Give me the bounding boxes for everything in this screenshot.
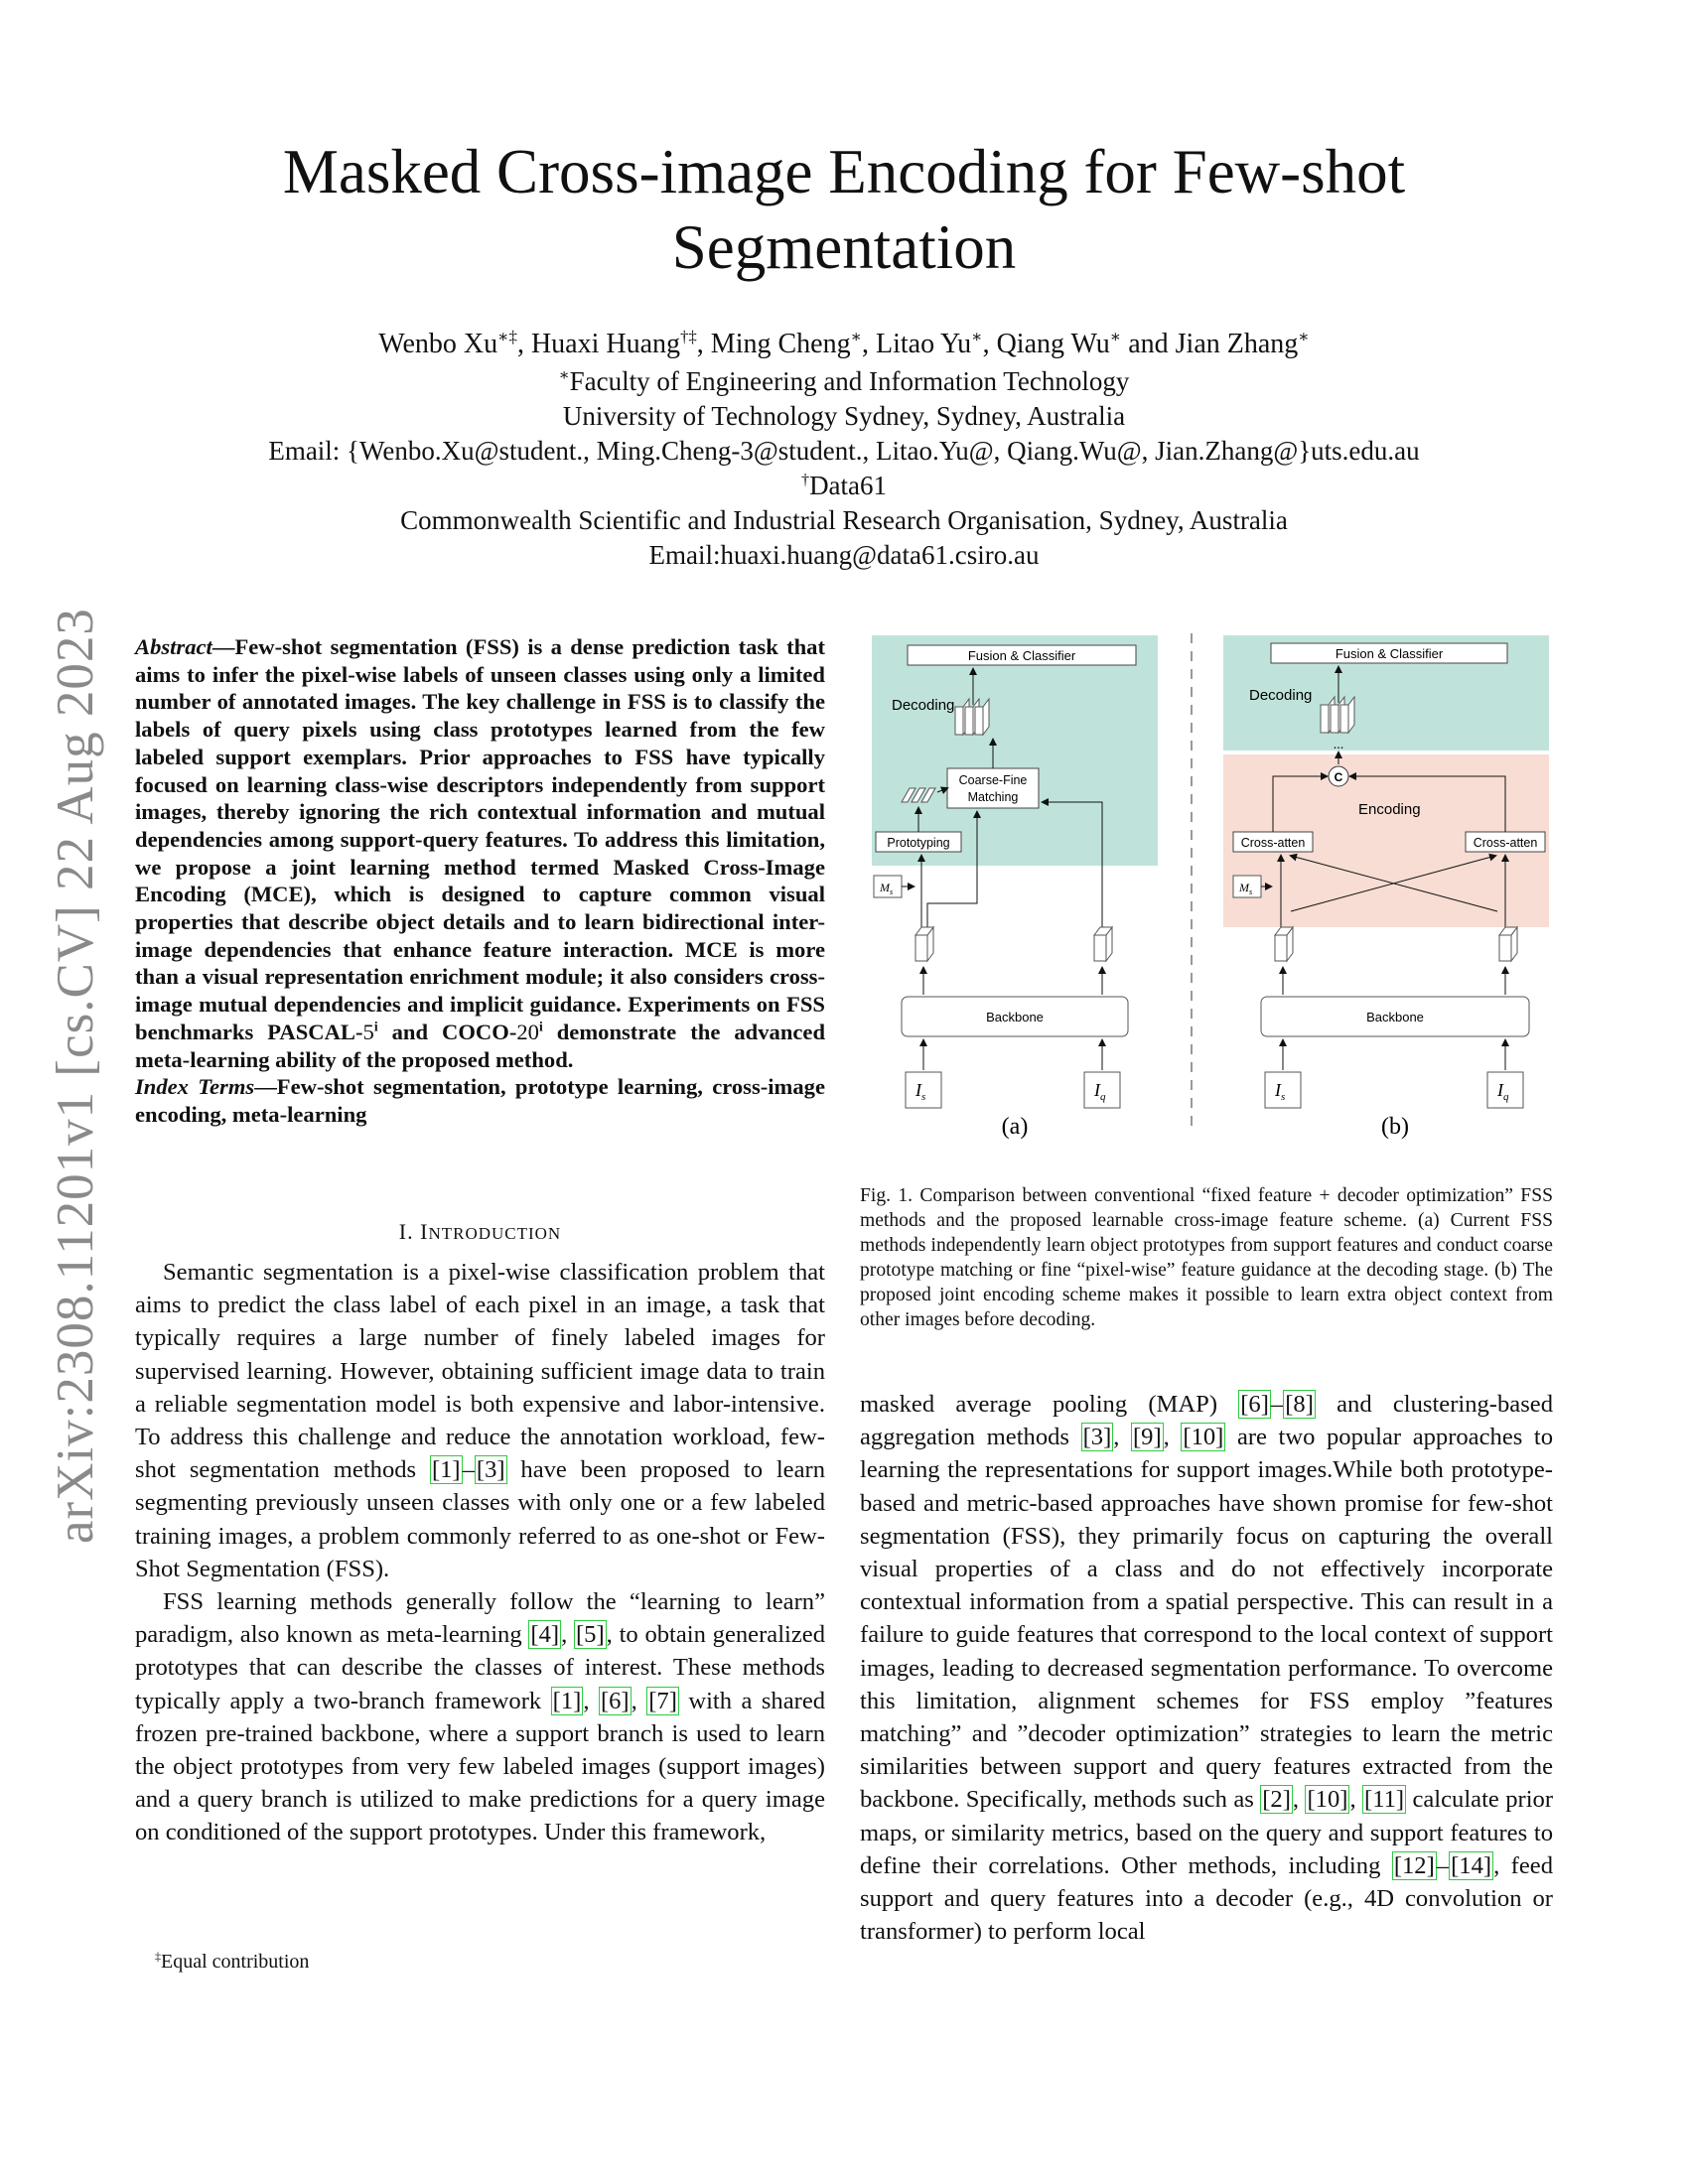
citation-link[interactable]: [11] <box>1364 1786 1405 1814</box>
author-name: Jian Zhang <box>1175 329 1299 359</box>
decoding-label-b: Decoding <box>1249 687 1313 704</box>
query-feature-icon-a <box>1094 927 1112 961</box>
backbone-label-b: Backbone <box>1366 1010 1424 1024</box>
citation-link[interactable]: [3] <box>476 1456 505 1484</box>
author-name: Wenbo Xu <box>378 329 498 359</box>
section-heading: I. INTRODUCTION <box>398 1219 562 1244</box>
mask-ms-label: $M_s$ <box>880 881 894 896</box>
affiliation-line: Commonwealth Scientific and Industrial Research Organisation, Sydney, Australia <box>400 505 1288 535</box>
fusion-classifier-label-b: Fusion & Classifier <box>1335 646 1444 661</box>
decoding-label-a: Decoding <box>892 697 955 714</box>
citation-link[interactable]: [12] <box>1393 1851 1435 1879</box>
coarse-fine-label: Coarse-Fine <box>958 773 1028 787</box>
citation-link[interactable]: [5] <box>575 1621 605 1649</box>
citation-link[interactable]: [6] <box>600 1687 630 1714</box>
figure-1 <box>864 625 1559 1142</box>
paragraph: Semantic segmentation is a pixel-wise classification problem that aims to predict the class label of each pixel in an image, a task that typically requires a large number of finely labeled images for supervised learning. However, obtaining sufficient image data to train a reliable segmentation model is both expensive and labor-intensive. To address this challenge and reduce the annotation workload, few-shot segmentation methods [1]–[3] have been proposed to learn segmenting previously unseen classes with only one or a few labeled training images, a problem commonly referred to as one-shot or Few-Shot Segmentation (FSS). <box>135 1259 825 1582</box>
paragraph: FSS learning methods generally follow the “learning to learn” paradigm, also known as meta-learning [4], [5], to obtain generalized prototypes that can describe the classes of interest. These methods typically apply a two-branch framework [1], [6], [7] with a shared frozen pre-trained backbone, where a support branch is used to learn the object prototypes from very few labeled images (support images) and a query branch is utilized to make predictions for a query image on conditioned of the support prototypes. Under this framework, <box>135 1588 826 1846</box>
citation-link[interactable]: [10] <box>1183 1424 1224 1451</box>
support-image-label-b: $I_s$ <box>1275 1080 1286 1103</box>
figure-caption: Fig. 1. Comparison between conventional “fixed feature + decoder optimization” FSS methods and the proposed learnable cross-image feature scheme. (a) Current FSS methods independently learn object prototypes from support features and conduct coarse prototype matching or fine “pixel-wise” feature guidance at the decoding stage. (b) The proposed joint encoding scheme makes it possible to learn extra object context from other images before decoding. <box>860 1185 1553 1330</box>
query-feature-icon-b <box>1499 927 1517 961</box>
affiliation-line: University of Technology Sydney, Sydney, Australia <box>562 401 1126 431</box>
title-line-2: Segmentation <box>671 212 1017 282</box>
ellipsis: ... <box>1333 738 1344 752</box>
author-name: Ming Cheng <box>710 329 851 359</box>
svg-text:Matching: Matching <box>967 790 1019 804</box>
citation-link[interactable]: [7] <box>648 1687 677 1714</box>
title-line-1: Masked Cross-image Encoding for Few-shot <box>282 137 1406 206</box>
paragraph: masked average pooling (MAP) [6]–[8] and clustering-based aggregation methods [3], [9], [10] are two popular approaches to learning the representations for support images.While both prototype-based and metric-based approaches have shown promise for few-shot segmentation (FSS), they primarily focus on capturing the overall visual properties of a class and do not effectively incorporate contextual information from a spatial perspective. This can result in a failure to guide features that correspond to the local context of support images, leading to decreased segmentation performance. To overcome this limitation, alignment schemes for FSS employ ”features matching” and ”decoder optimization” strategies to learn the metric similarities between support and query features extracted from the backbone. Specifically, methods such as [2], [10], [11] calculate prior maps, or similarity metrics, based on the query and support features to define their correlations. Other methods, including [12]–[14], feed support and query features into a decoder (e.g., 4D convolution or transformer) to perform local <box>860 1391 1554 1946</box>
right-column-text <box>860 1388 1553 1948</box>
affiliation-line: ∗Faculty of Engineering and Information Technology <box>558 366 1130 396</box>
encoding-label: Encoding <box>1358 801 1421 818</box>
cross-atten-label-left: Cross-atten <box>1240 836 1306 850</box>
support-image-label-a: $I_s$ <box>915 1080 926 1103</box>
cross-atten-label-right: Cross-atten <box>1473 836 1538 850</box>
support-feature-icon-b <box>1275 927 1293 961</box>
panel-label-b: (b) <box>1381 1114 1409 1140</box>
svg-text:C: C <box>1334 770 1343 784</box>
backbone-label-a: Backbone <box>986 1010 1044 1024</box>
panel-label-a: (a) <box>1001 1114 1029 1140</box>
citation-link[interactable]: [1] <box>431 1456 461 1484</box>
affiliation-email: Email:huaxi.huang@data61.csiro.au <box>648 540 1040 570</box>
author-list: Wenbo Xu∗‡, Huaxi Huang†‡, Ming Cheng∗, Litao Yu∗, Qiang Wu∗ and Jian Zhang∗ <box>378 327 1310 359</box>
affiliation-email: Email: {Wenbo.Xu@student., Ming.Cheng-3@student., Litao.Yu@, Qiang.Wu@, Jian.Zhang@}uts.edu.au <box>268 436 1420 466</box>
author-name: Litao Yu <box>875 329 972 359</box>
citation-link[interactable]: [14] <box>1451 1851 1492 1879</box>
author-name: Huaxi Huang <box>530 329 681 359</box>
author-name: Qiang Wu <box>996 329 1110 359</box>
footnote: ‡Equal contribution <box>155 1949 310 1973</box>
citation-link[interactable]: [8] <box>1285 1391 1314 1418</box>
index-terms-label: Index Terms <box>135 1074 255 1100</box>
fusion-classifier-label-a: Fusion & Classifier <box>967 648 1076 663</box>
affiliation-line: †Data61 <box>800 471 888 500</box>
query-image-label-b: $I_q$ <box>1497 1080 1509 1103</box>
abstract: Abstract—Few-shot segmentation (FSS) is a dense prediction task that aims to infer the pixel-wise labels of unseen classes using only a limited number of annotated images. The key challenge in FSS is to classify the labels of query pixels using class prototypes learned from the few labeled support exemplars. Prior approaches to FSS have typically focused on learning class-wise descriptors independently from support images, thereby ignoring the rich contextual information and mutual dependencies among support-query features. To address this limitation, we propose a joint learning method termed Masked Cross-Image Encoding (MCE), which is designed to capture common visual properties that describe object details and to learn bidirectional inter-image dependencies that enhance feature interaction. MCE is more than a visual representation enrichment module; it also considers cross-image mutual dependencies and implicit guidance. Experiments on FSS benchmarks PASCAL-5$^i$ and COCO-20$^i$ demonstrate the advanced meta-learning ability of the proposed method. Index Terms—Few-shot segmentation, prototype learning, cross-image encoding, meta-learning <box>135 634 826 1127</box>
support-feature-icon-a <box>915 927 933 961</box>
citation-link[interactable]: [1] <box>552 1687 582 1714</box>
citation-link[interactable]: [10] <box>1307 1786 1348 1814</box>
prototyping-label: Prototyping <box>887 836 950 850</box>
citation-link[interactable]: [4] <box>530 1621 560 1649</box>
introduction-text <box>135 1256 825 1849</box>
arxiv-identifier: arXiv:2308.11201v1 [cs.CV] 22 Aug 2023 <box>47 608 104 1544</box>
citation-link[interactable]: [2] <box>1262 1786 1291 1814</box>
citation-link[interactable]: [6] <box>1240 1391 1269 1418</box>
paper-title <box>159 134 1529 285</box>
query-image-label-a: $I_q$ <box>1094 1080 1106 1103</box>
citation-link[interactable]: [9] <box>1132 1424 1162 1451</box>
mask-ms-label-b: $M_s$ <box>1239 881 1253 896</box>
decoding-region-a <box>872 635 1158 866</box>
citation-link[interactable]: [3] <box>1082 1424 1112 1451</box>
abstract-label: Abstract <box>135 634 212 659</box>
